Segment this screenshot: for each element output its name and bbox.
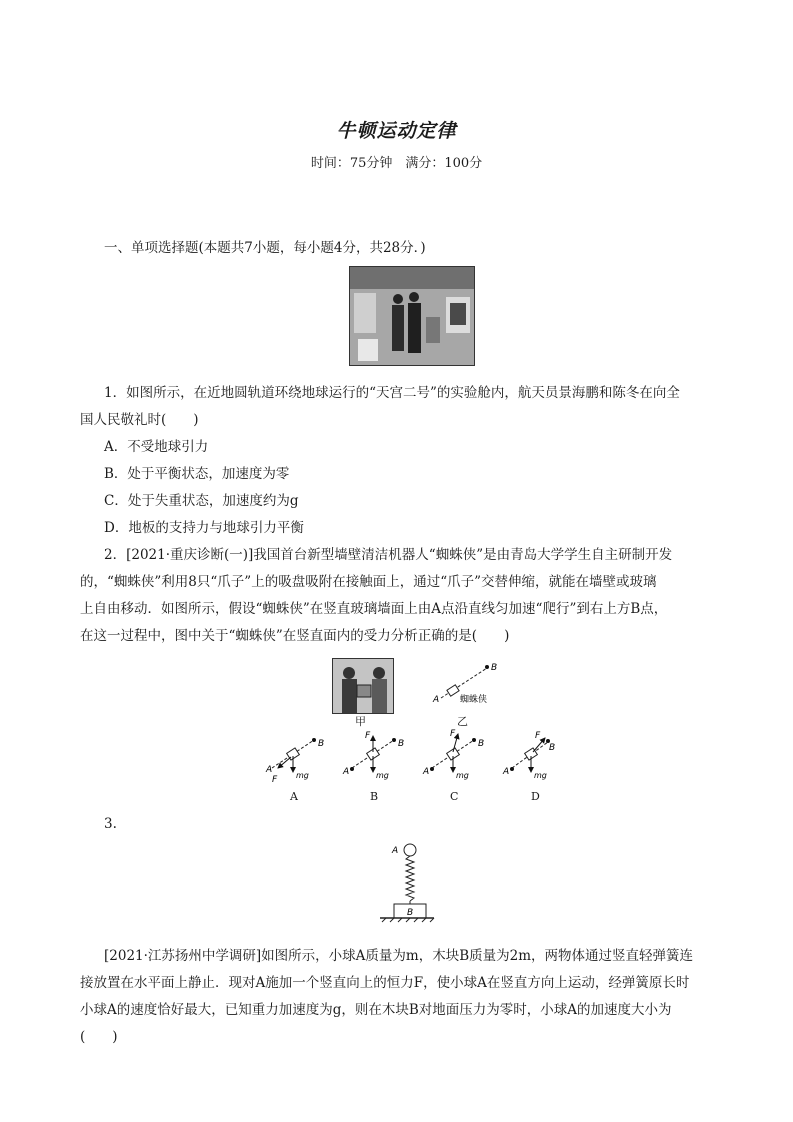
c-label-b: B	[478, 739, 485, 749]
diagram-d	[502, 731, 555, 780]
spring-diagram	[376, 838, 436, 924]
d-label-a: A	[503, 767, 510, 777]
q2-stem-line-3: 上自由移动．如图所示，假设“蜘蛛侠”在竖直玻璃墙面上由A点沿直线匀加速“爬行”到右上方B点，	[80, 601, 668, 617]
exam-info: 时间：75分钟 满分：100分	[310, 156, 483, 171]
q3-stem-line-3: 小球A的速度恰好最大，已知重力加速度为g，则在木块B对地面压力为零时，小球A的加速度大小为	[80, 1002, 672, 1018]
a-label-f: F	[272, 775, 278, 785]
b-label-mg: mg	[376, 771, 389, 780]
option-label-a: A	[290, 790, 298, 803]
spring-label-b: B	[407, 908, 414, 918]
yi-label-spider: 蜘蛛侠	[460, 695, 488, 705]
diagram-a	[265, 738, 324, 785]
figure-jia-label: 甲	[355, 715, 366, 728]
q1-option-b: B．处于平衡状态，加速度为零	[104, 466, 290, 482]
c-label-mg: mg	[456, 771, 469, 780]
q2-stem-line-1: 2．[2021·重庆诊断(一)]我国首台新型墙壁清洁机器人“蜘蛛侠”是由青岛大学学生自主研制开发	[104, 547, 673, 563]
q2-stem-line-4: 在这一过程中，图中关于“蜘蛛侠”在竖直面内的受力分析正确的是( )	[80, 628, 510, 644]
option-label-d: D	[531, 790, 540, 803]
diagram-c	[422, 729, 484, 780]
q1-option-d: D．地板的支持力与地球引力平衡	[104, 520, 304, 536]
option-label-c: C	[450, 790, 459, 803]
spider-robot-photo	[332, 658, 394, 714]
yi-label-b: B	[491, 663, 498, 673]
force-diagrams	[258, 728, 558, 788]
yi-label-a: A	[433, 695, 440, 705]
q3-stem-line-4: ( )	[80, 1029, 118, 1045]
option-label-b: B	[370, 790, 379, 803]
c-label-f: F	[450, 729, 456, 739]
b-label-b: B	[398, 739, 405, 749]
b-label-f: F	[365, 731, 371, 741]
q1-stem-line-1: 1．如图所示，在近地圆轨道环绕地球运行的“天宫二号”的实验舱内，航天员景海鹏和陈冬在向全	[104, 385, 680, 401]
page-title: 牛顿运动定律	[336, 120, 457, 142]
d-label-b: B	[549, 743, 556, 753]
a-label-b: B	[318, 739, 325, 749]
c-label-a: A	[423, 767, 430, 777]
a-label-mg: mg	[296, 771, 309, 780]
q1-option-a: A．不受地球引力	[104, 439, 209, 455]
tiangong-photo	[349, 266, 475, 366]
q1-option-c: C．处于失重状态，加速度约为g	[104, 493, 299, 509]
section-heading: 一、单项选择题(本题共7小题，每小题4分，共28分．)	[104, 240, 426, 256]
a-label-a: A	[266, 765, 273, 775]
q3-stem-line-2: 接放置在水平面上静止．现对A施加一个竖直向上的恒力F，使小球A在竖直方向上运动，经弹簧原长时	[80, 975, 690, 991]
spring-label-a: A	[392, 846, 399, 856]
q1-stem-line-2: 国人民敬礼时( )	[80, 412, 199, 428]
b-label-a: A	[343, 767, 350, 777]
figure-yi-diagram	[425, 660, 505, 720]
q3-stem-line-1: [2021·江苏扬州中学调研]如图所示，小球A质量为m，木块B质量为2m，两物体通过竖直轻弹簧连	[104, 948, 694, 964]
q2-stem-line-2: 的，“蜘蛛侠”利用8只“爪子”上的吸盘吸附在接触面上，通过“爪子”交替伸缩，就能在墙壁或玻璃	[80, 574, 657, 590]
q3-number: 3.	[104, 816, 117, 832]
diagram-b	[342, 731, 404, 780]
figure-yi-label: 乙	[457, 715, 468, 728]
d-label-mg: mg	[534, 771, 547, 780]
d-label-f: F	[535, 731, 541, 741]
